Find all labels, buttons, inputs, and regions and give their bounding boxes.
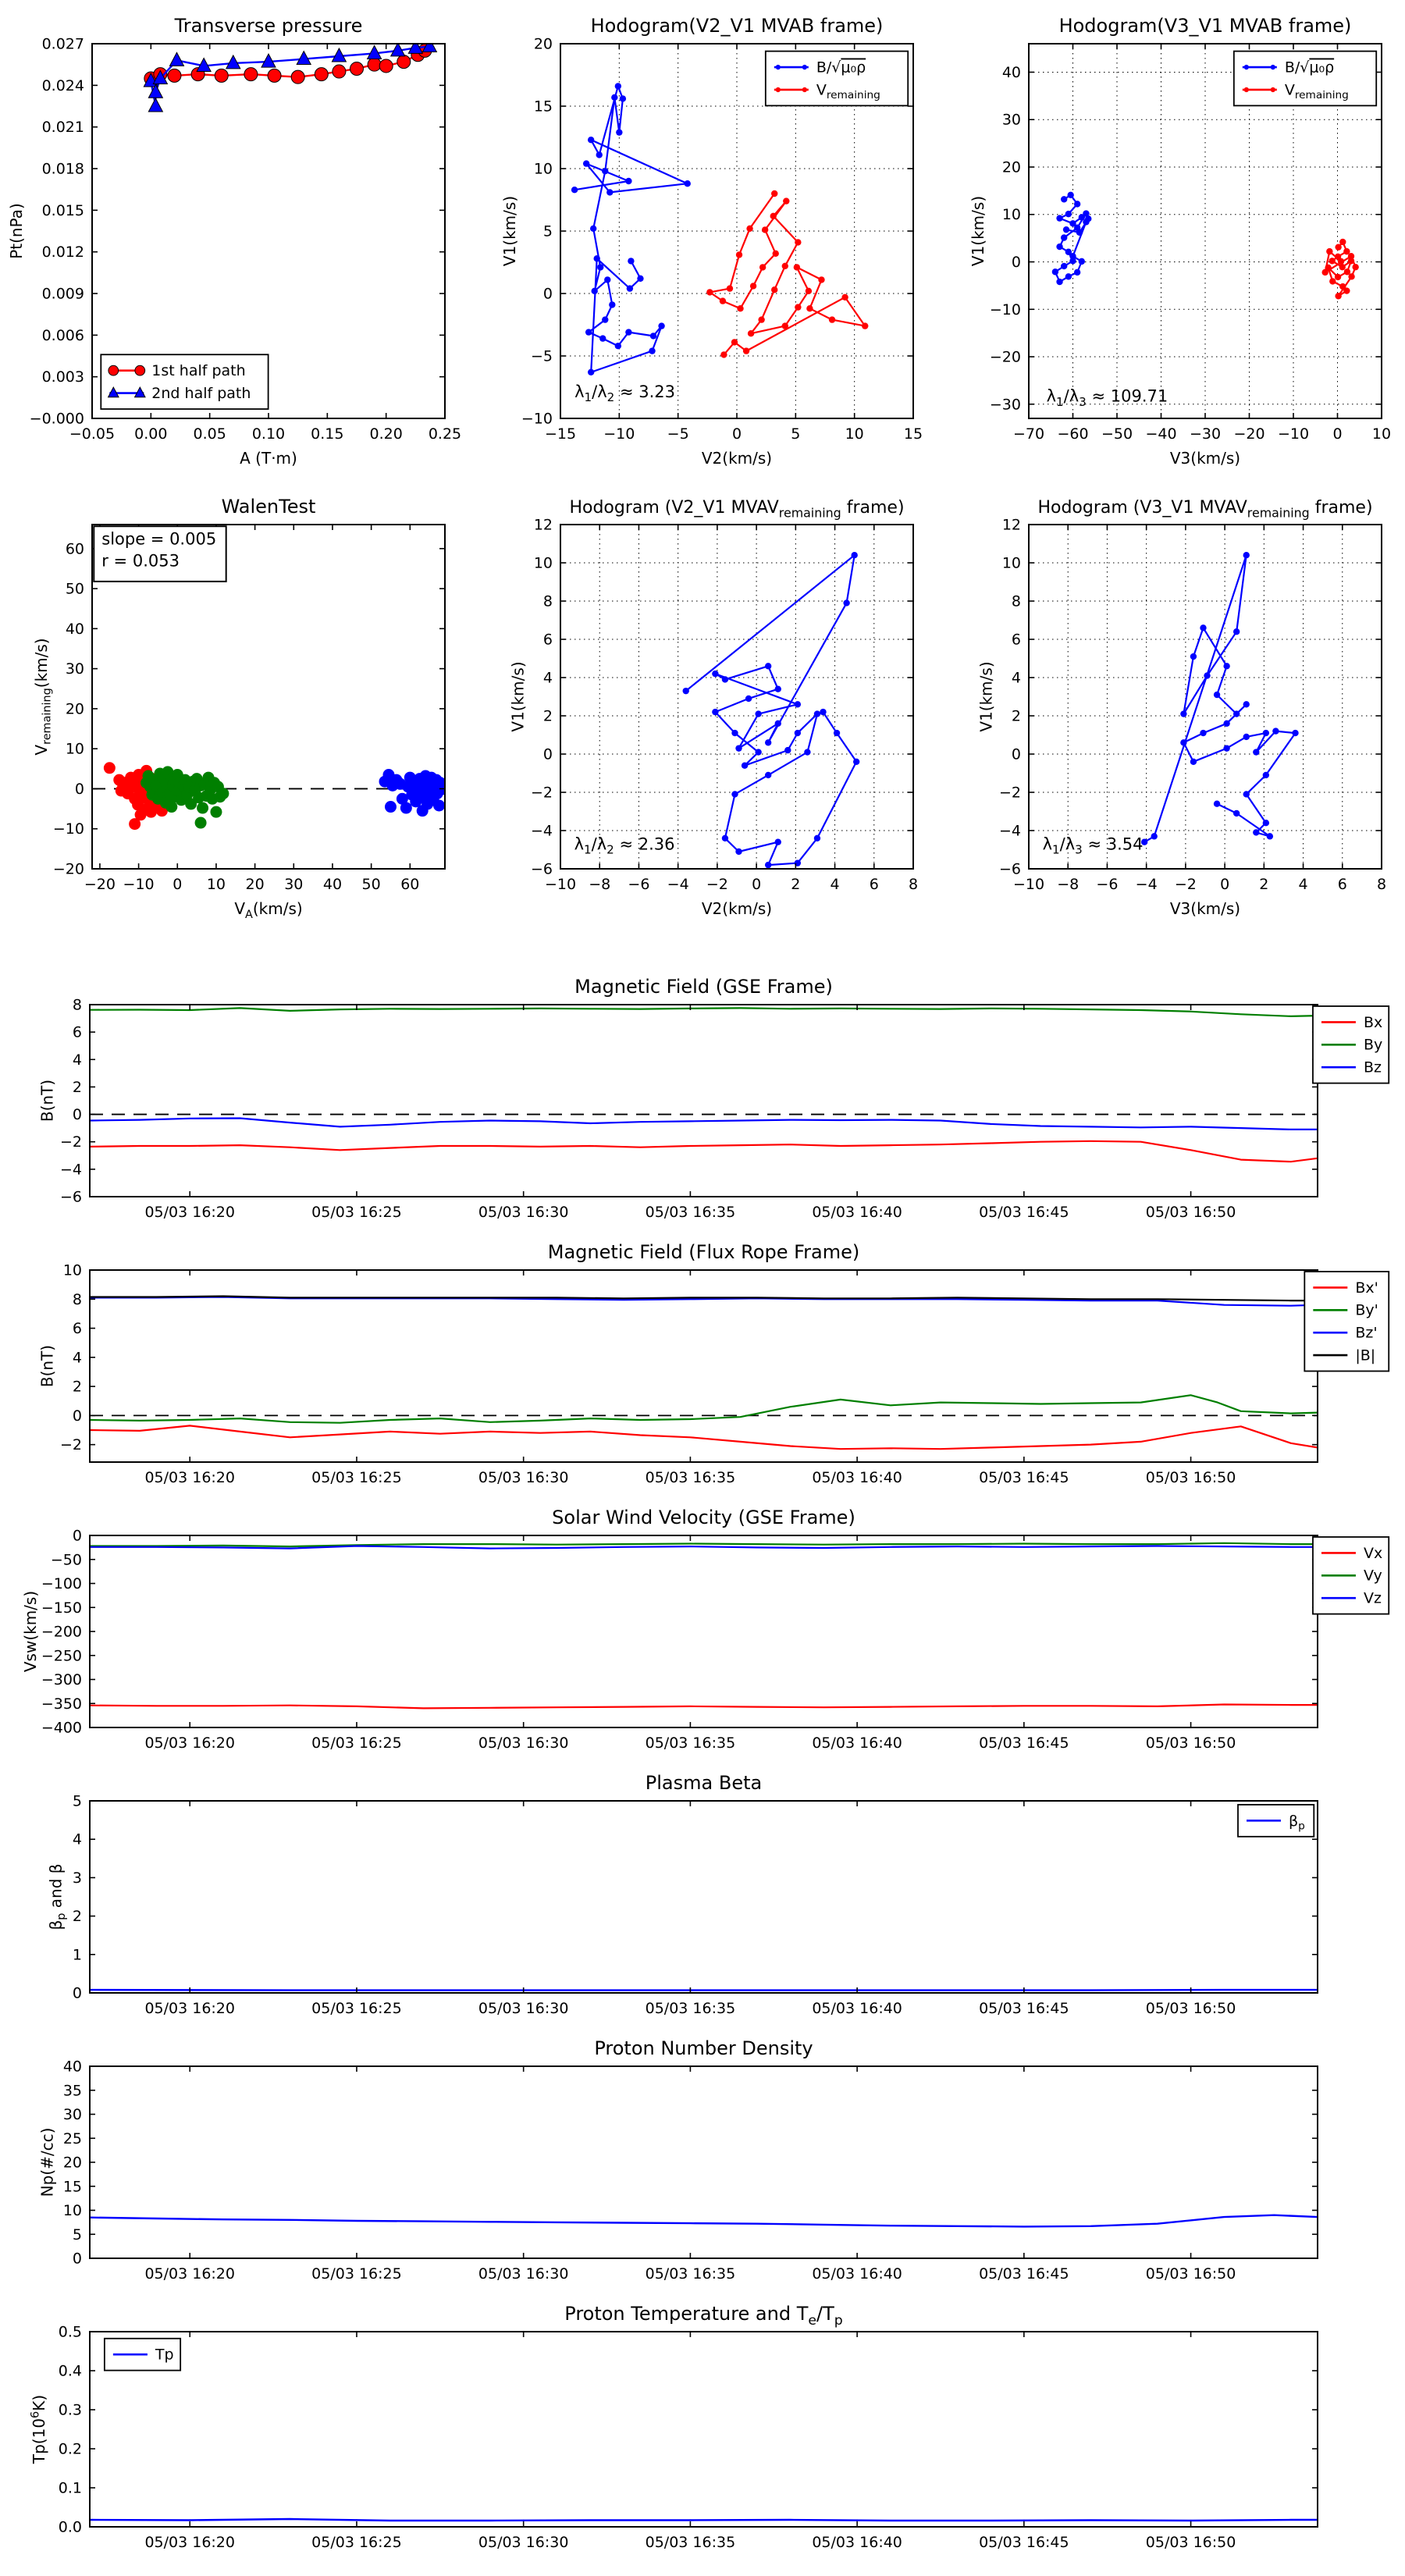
svg-text:−0.000: −0.000 [29,410,84,428]
svg-text:30: 30 [62,2106,82,2123]
svg-text:−4: −4 [530,822,553,840]
svg-text:3: 3 [72,1869,82,1887]
svg-text:WalenTest: WalenTest [221,496,316,518]
svg-text:0.009: 0.009 [41,285,84,303]
svg-text:05/03 16:30: 05/03 16:30 [478,1204,569,1221]
svg-text:0: 0 [1011,745,1021,763]
svg-text:10: 10 [1001,554,1021,572]
svg-text:Transverse pressure: Transverse pressure [174,15,363,37]
svg-text:6: 6 [542,631,553,649]
svg-text:05/03 16:40: 05/03 16:40 [812,2000,902,2017]
svg-text:0: 0 [72,1984,82,2002]
svg-text:βp: $\beta_p$ [1289,1812,1305,1833]
chart-hodogram-v2v1-mvav [468,490,937,931]
svg-text:05/03 16:20: 05/03 16:20 [144,2534,236,2551]
svg-text:λ1/λ3 ≈ 3.54: $\lambda_1/\lambda_3 \approx 3.54$ [1042,834,1144,857]
svg-text:0.00: 0.00 [134,425,168,443]
svg-text:05/03 16:45: 05/03 16:45 [979,1735,1069,1752]
svg-text:12: 12 [533,516,553,534]
svg-text:2: 2 [72,1078,82,1096]
svg-text:05/03 16:45: 05/03 16:45 [979,1204,1069,1221]
svg-text:0.018: 0.018 [41,160,84,178]
svg-text:05/03 16:40: 05/03 16:40 [812,1204,902,1221]
svg-text:Bz: Bz [1363,1059,1382,1076]
svg-text:Solar Wind Velocity (GSE Frame: Solar Wind Velocity (GSE Frame) [552,1507,855,1528]
svg-text:05/03 16:35: 05/03 16:35 [645,2534,736,2551]
svg-text:4: 4 [1011,669,1021,687]
svg-text:0: 0 [1011,253,1021,271]
svg-text:−8: −8 [589,876,611,893]
svg-text:V1(km/s): V1(km/s) [508,661,528,732]
svg-text:05/03 16:20: 05/03 16:20 [144,1204,236,1221]
svg-text:0.20: 0.20 [369,425,403,443]
svg-text:−4: −4 [998,822,1021,840]
svg-text:05/03 16:40: 05/03 16:40 [812,1735,902,1752]
svg-text:−10: −10 [544,876,577,893]
svg-text:0.3: 0.3 [58,2401,82,2419]
svg-text:−10: −10 [123,876,155,893]
svg-text:−4: −4 [59,1161,82,1179]
svg-text:05/03 16:20: 05/03 16:20 [144,2000,236,2017]
svg-text:Vremaining(km/s): $V_{remaining}(km/s)$ [31,638,54,756]
svg-text:−2: −2 [59,1133,82,1151]
svg-text:0.2: 0.2 [58,2440,82,2458]
svg-text:30: 30 [284,876,304,893]
svg-text:−10: −10 [52,820,84,838]
svg-text:Tp: Tp [155,2346,174,2364]
panel-magnetic-field-flux-rope [0,1237,1405,1503]
svg-text:5: 5 [72,2226,82,2243]
svg-text:Hodogram(V2_V1 MVAB frame): Hodogram(V2_V1 MVAB frame) [590,15,884,37]
svg-text:05/03 16:35: 05/03 16:35 [645,1469,736,1486]
chart-hodogram-v2v1-mvab [468,6,937,481]
svg-text:−5: −5 [530,347,553,365]
svg-text:0: 0 [731,425,742,443]
svg-text:20: 20 [245,876,265,893]
svg-text:12: 12 [1001,516,1021,534]
svg-text:05/03 16:40: 05/03 16:40 [812,2534,902,2551]
svg-text:0.10: 0.10 [251,425,286,443]
svg-text:−8: −8 [1057,876,1080,893]
svg-text:−4: −4 [667,876,689,893]
svg-text:−30: −30 [989,396,1021,414]
svg-text:0.5: 0.5 [58,2323,82,2341]
panel-proton-density [0,2033,1405,2299]
svg-text:Proton Temperature and Te/Tp: Proton Temperature and $T_e/T_p$ [564,2303,843,2329]
svg-text:2nd half path: 2nd half path [151,385,251,403]
svg-text:−150: −150 [41,1599,82,1617]
panel-magnetic-field-gse [0,972,1405,1237]
svg-text:−6: −6 [59,1188,82,1206]
svg-text:10: 10 [533,554,553,572]
svg-text:15: 15 [533,98,553,116]
svg-text:λ1/λ2 ≈ 2.36: $\lambda_1/\lambda_2 \approx 2.36$ [574,834,675,857]
svg-text:−50: −50 [50,1551,82,1569]
svg-text:10: 10 [62,1261,82,1279]
svg-text:Hodogram (V3_V1 MVAVremaining: Hodogram (V3_V1 $MVAV_{remaining}$ frame) [1037,498,1373,521]
svg-text:60: 60 [400,876,420,893]
svg-text:05/03 16:25: 05/03 16:25 [311,2534,402,2551]
svg-text:−20: −20 [52,860,84,878]
svg-text:8: 8 [72,1290,82,1308]
svg-text:Proton Number Density: Proton Number Density [594,2037,813,2059]
svg-text:05/03 16:30: 05/03 16:30 [478,2534,569,2551]
svg-text:V2(km/s): V2(km/s) [701,449,773,468]
svg-text:0.1: 0.1 [58,2479,82,2497]
svg-text:βp and β: $\beta_p$ and β [46,1863,69,1930]
svg-text:8: 8 [1376,876,1387,893]
svg-text:−70: −70 [1012,425,1045,443]
chart-walen-test [0,490,468,931]
svg-text:Hodogram(V3_V1 MVAB frame): Hodogram(V3_V1 MVAB frame) [1058,15,1352,37]
svg-text:0.25: 0.25 [428,425,462,443]
svg-text:50: 50 [361,876,381,893]
svg-text:25: 25 [62,2129,82,2147]
svg-text:0: 0 [72,1527,82,1545]
svg-text:Plasma Beta: Plasma Beta [645,1772,763,1794]
svg-text:−2: −2 [998,784,1021,802]
svg-text:05/03 16:20: 05/03 16:20 [144,1735,236,1752]
svg-text:20: 20 [1001,158,1021,176]
svg-text:0: 0 [72,1407,82,1425]
svg-text:Vsw(km/s): Vsw(km/s) [21,1590,41,1673]
svg-text:−40: −40 [1145,425,1177,443]
svg-text:5: 5 [791,425,801,443]
svg-text:−10: −10 [603,425,635,443]
svg-text:10: 10 [1371,425,1392,443]
svg-text:8: 8 [1011,592,1021,610]
svg-text:r = 0.053: r = 0.053 [101,551,180,571]
svg-text:0: 0 [72,2250,82,2268]
svg-text:Hodogram (V2_V1 MVAVremaining: Hodogram (V2_V1 $MVAV_{remaining}$ frame) [569,498,905,521]
svg-text:Vy: Vy [1363,1567,1382,1585]
svg-text:V1(km/s): V1(km/s) [976,661,996,732]
svg-text:05/03 16:50: 05/03 16:50 [1145,2534,1236,2551]
svg-text:6: 6 [869,876,879,893]
svg-text:4: 4 [1298,876,1308,893]
svg-text:V3(km/s): V3(km/s) [1169,449,1241,468]
svg-text:−60: −60 [1057,425,1089,443]
svg-text:15: 15 [903,425,923,443]
svg-text:05/03 16:25: 05/03 16:25 [311,2000,402,2017]
svg-text:20: 20 [65,700,84,718]
svg-text:|B|: |B| [1355,1347,1376,1364]
svg-text:V3(km/s): V3(km/s) [1169,899,1241,918]
svg-text:−350: −350 [41,1695,82,1713]
svg-text:Vz: Vz [1363,1589,1382,1607]
svg-text:2: 2 [72,1908,82,1926]
svg-text:10: 10 [845,425,864,443]
svg-text:8: 8 [908,876,919,893]
svg-text:0.015: 0.015 [41,201,84,219]
svg-text:05/03 16:35: 05/03 16:35 [645,2000,736,2017]
svg-text:10: 10 [65,740,84,758]
svg-text:10: 10 [206,876,226,893]
svg-text:slope = 0.005: slope = 0.005 [101,529,217,549]
svg-text:2: 2 [1259,876,1269,893]
svg-text:15: 15 [62,2178,82,2196]
svg-text:05/03 16:50: 05/03 16:50 [1145,2265,1236,2282]
svg-text:05/03 16:45: 05/03 16:45 [979,2534,1069,2551]
svg-text:40: 40 [65,620,84,638]
svg-text:0.003: 0.003 [41,368,84,386]
svg-text:0.027: 0.027 [41,35,84,53]
svg-text:−2: −2 [706,876,728,893]
svg-text:4: 4 [72,1051,82,1069]
svg-text:V1(km/s): V1(km/s) [500,195,519,267]
svg-text:By: By [1363,1036,1383,1054]
svg-text:Vremaining: $V_{remaining}$ [816,81,880,101]
svg-text:05/03 16:25: 05/03 16:25 [311,1735,402,1752]
svg-text:4: 4 [72,1349,82,1367]
svg-text:−6: −6 [1096,876,1119,893]
svg-text:40: 40 [322,876,343,893]
svg-text:05/03 16:40: 05/03 16:40 [812,1469,902,1486]
svg-text:5: 5 [72,1792,82,1810]
svg-text:Vx: Vx [1363,1544,1383,1562]
svg-text:1: 1 [72,1946,82,1964]
svg-text:−4: −4 [1135,876,1158,893]
svg-text:30: 30 [1001,111,1021,129]
svg-text:0.0: 0.0 [58,2518,82,2536]
svg-text:−20: −20 [1233,425,1265,443]
svg-text:V2(km/s): V2(km/s) [701,899,773,918]
svg-text:10: 10 [533,160,553,178]
svg-text:V1(km/s): V1(km/s) [968,195,987,267]
svg-text:0.006: 0.006 [41,326,84,344]
svg-text:0: 0 [1220,876,1230,893]
svg-text:Magnetic Field (GSE Frame): Magnetic Field (GSE Frame) [574,976,833,998]
svg-text:5: 5 [542,222,553,240]
svg-text:20: 20 [62,2154,82,2172]
svg-text:05/03 16:45: 05/03 16:45 [979,1469,1069,1486]
svg-text:Bx': Bx' [1355,1279,1378,1297]
svg-text:2: 2 [1011,707,1021,725]
svg-text:05/03 16:50: 05/03 16:50 [1145,1204,1236,1221]
svg-text:4: 4 [72,1831,82,1848]
svg-text:05/03 16:25: 05/03 16:25 [311,1204,402,1221]
svg-text:−20: −20 [84,876,116,893]
svg-text:05/03 16:35: 05/03 16:35 [645,2265,736,2282]
svg-text:05/03 16:50: 05/03 16:50 [1145,1469,1236,1486]
svg-text:05/03 16:30: 05/03 16:30 [478,2265,569,2282]
svg-text:6: 6 [1337,876,1347,893]
svg-text:−100: −100 [41,1575,82,1592]
svg-text:0: 0 [74,780,84,798]
svg-text:VA(km/s): $V_A(km/s)$ [234,899,303,921]
svg-text:−2: −2 [530,784,553,802]
svg-text:20: 20 [533,35,553,53]
svg-text:05/03 16:50: 05/03 16:50 [1145,1735,1236,1752]
svg-text:1st half path: 1st half path [151,362,246,380]
svg-text:05/03 16:45: 05/03 16:45 [979,2265,1069,2282]
svg-text:8: 8 [542,592,553,610]
svg-text:−10: −10 [1277,425,1310,443]
svg-text:0.05: 0.05 [193,425,226,443]
svg-text:λ1/λ2 ≈ 3.23: $\lambda_1/\lambda_2 \approx 3.23$ [574,382,676,404]
svg-text:Vremaining: $V_{remaining}$ [1284,81,1349,101]
svg-text:05/03 16:35: 05/03 16:35 [645,1204,736,1221]
svg-text:05/03 16:50: 05/03 16:50 [1145,2000,1236,2017]
svg-text:Magnetic Field (Flux Rope Fram: Magnetic Field (Flux Rope Frame) [547,1241,860,1263]
chart-hodogram-v3v1-mvav [937,490,1405,931]
svg-text:50: 50 [65,580,84,598]
svg-text:05/03 16:40: 05/03 16:40 [812,2265,902,2282]
svg-text:Bx: Bx [1363,1013,1383,1031]
svg-text:−2: −2 [1174,876,1197,893]
svg-text:6: 6 [1011,631,1021,649]
svg-text:B(nT): B(nT) [37,1344,57,1388]
svg-text:05/03 16:30: 05/03 16:30 [478,1469,569,1486]
svg-text:−6: −6 [998,860,1021,878]
svg-text:2: 2 [72,1378,82,1396]
svg-text:Np(#/cc): Np(#/cc) [37,2127,57,2197]
panel-solar-wind-velocity [0,1503,1405,1768]
svg-text:05/03 16:25: 05/03 16:25 [311,1469,402,1486]
svg-text:Bz': Bz' [1355,1324,1378,1342]
svg-text:10: 10 [1001,206,1021,224]
svg-text:4: 4 [542,669,553,687]
svg-text:05/03 16:25: 05/03 16:25 [311,2265,402,2282]
svg-text:−20: −20 [989,348,1021,366]
svg-text:40: 40 [62,2058,82,2076]
svg-text:−2: −2 [59,1436,82,1454]
svg-text:B/√μ₀ρ: B/√μ₀ρ [816,59,866,76]
svg-text:0.4: 0.4 [58,2362,82,2380]
svg-text:0: 0 [1332,425,1343,443]
svg-text:05/03 16:45: 05/03 16:45 [979,2000,1069,2017]
svg-text:−200: −200 [41,1623,82,1641]
svg-text:−30: −30 [1189,425,1222,443]
svg-text:0: 0 [752,876,762,893]
panel-proton-temperature [0,2299,1405,2572]
svg-text:A (T·m): A (T·m) [240,449,297,468]
svg-text:8: 8 [72,996,82,1014]
svg-text:−5: −5 [667,425,689,443]
svg-text:0: 0 [173,876,183,893]
svg-text:2: 2 [791,876,801,893]
svg-text:−10: −10 [989,301,1021,318]
svg-text:10: 10 [62,2202,82,2219]
svg-text:λ1/λ3 ≈ 109.71: $\lambda_1/\lambda_3 \approx 109.71$ [1046,386,1168,409]
svg-text:−10: −10 [521,410,553,428]
svg-text:By': By' [1355,1301,1378,1319]
svg-text:05/03 16:35: 05/03 16:35 [645,1735,736,1752]
svg-text:0.021: 0.021 [41,119,84,137]
svg-text:0: 0 [72,1106,82,1124]
svg-text:05/03 16:30: 05/03 16:30 [478,2000,569,2017]
svg-text:Tp(106K): $Tp(10^6K)$ [29,2394,48,2464]
svg-text:0.024: 0.024 [41,76,84,94]
svg-text:0: 0 [542,745,553,763]
svg-text:30: 30 [65,660,84,678]
svg-text:−10: −10 [1012,876,1045,893]
svg-text:0.012: 0.012 [41,244,84,262]
svg-text:35: 35 [62,2082,82,2100]
svg-text:60: 60 [65,540,84,558]
svg-text:2: 2 [542,707,553,725]
svg-text:−0.05: −0.05 [69,425,116,443]
svg-text:B/√μ₀ρ: B/√μ₀ρ [1284,59,1335,76]
svg-text:−15: −15 [544,425,577,443]
chart-hodogram-v3v1-mvab [937,6,1405,481]
chart-transverse-pressure [0,6,468,481]
svg-text:4: 4 [830,876,840,893]
svg-text:05/03 16:20: 05/03 16:20 [144,1469,236,1486]
svg-text:−6: −6 [628,876,650,893]
svg-text:40: 40 [1001,63,1021,81]
panel-plasma-beta [0,1768,1405,2033]
svg-text:05/03 16:20: 05/03 16:20 [144,2265,236,2282]
svg-text:−400: −400 [41,1719,82,1737]
svg-text:−6: −6 [530,860,553,878]
svg-text:0.15: 0.15 [311,425,344,443]
svg-text:05/03 16:30: 05/03 16:30 [478,1735,569,1752]
svg-text:−50: −50 [1101,425,1133,443]
svg-text:−250: −250 [41,1647,82,1665]
svg-text:−300: −300 [41,1671,82,1688]
svg-text:6: 6 [72,1023,82,1041]
svg-text:6: 6 [72,1320,82,1338]
svg-text:0: 0 [542,285,553,303]
svg-text:B(nT): B(nT) [37,1079,57,1123]
svg-text:Pt(nPa): Pt(nPa) [6,203,26,259]
